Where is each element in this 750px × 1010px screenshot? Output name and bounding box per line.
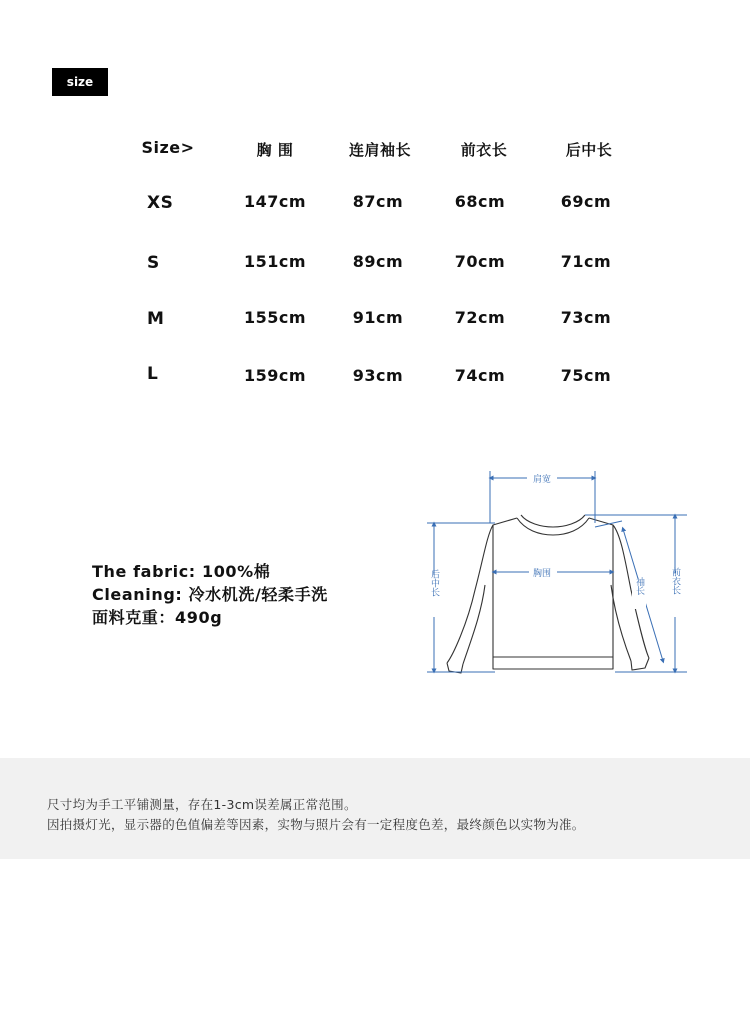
table-cell: 69cm	[560, 192, 612, 211]
size-tag: size	[52, 68, 108, 96]
table-cell: 71cm	[560, 252, 612, 271]
table-cell: 74cm	[454, 366, 506, 385]
table-cell: 73cm	[560, 308, 612, 327]
table-cell: 147cm	[243, 192, 307, 211]
header-front-length: 前衣长	[460, 141, 508, 159]
row-size-label: XS	[147, 193, 174, 213]
sweatshirt-measurement-diagram	[425, 465, 695, 680]
cleaning-instructions: Cleaning: 冷水机洗/轻柔手洗	[92, 585, 328, 604]
row-size-label: S	[147, 253, 160, 273]
fabric-weight: 面料克重：490g	[92, 608, 223, 627]
header-chest: 胸 围	[256, 141, 294, 159]
table-cell: 91cm	[352, 308, 404, 327]
size-table	[0, 0, 750, 420]
back-length-label: 后中长	[429, 569, 439, 597]
table-cell: 155cm	[243, 308, 307, 327]
shoulder-label: 肩宽	[532, 475, 552, 485]
front-length-label: 前衣长	[670, 567, 680, 595]
fabric-info	[92, 560, 328, 629]
table-cell: 72cm	[454, 308, 506, 327]
note-measurement-tolerance: 尺寸均为手工平铺测量，存在1-3cm误差属正常范围。	[47, 797, 357, 812]
header-back-length: 后中长	[565, 141, 613, 159]
row-size-label: M	[147, 309, 165, 329]
header-sleeve-length: 连肩袖长	[348, 141, 411, 159]
sleeve-length-measure	[595, 521, 663, 661]
table-cell: 159cm	[243, 366, 307, 385]
table-cell: 89cm	[352, 252, 404, 271]
row-size-label: L	[147, 364, 159, 384]
sleeve-length-label: 袖长	[634, 577, 644, 595]
table-cell: 68cm	[454, 192, 506, 211]
measurement-notes	[0, 758, 750, 859]
sweatshirt-outline	[447, 515, 649, 673]
header-size: Size>	[141, 138, 195, 157]
table-cell: 70cm	[454, 252, 506, 271]
table-cell: 75cm	[560, 366, 612, 385]
table-cell: 93cm	[352, 366, 404, 385]
chest-label: 胸围	[532, 569, 552, 579]
table-cell: 151cm	[243, 252, 307, 271]
table-cell: 87cm	[352, 192, 404, 211]
note-color-difference: 因拍摄灯光，显示器的色值偏差等因素，实物与照片会有一定程度色差，最终颜色以实物为准。	[47, 817, 585, 832]
fabric-composition: The fabric: 100%棉	[92, 562, 271, 581]
